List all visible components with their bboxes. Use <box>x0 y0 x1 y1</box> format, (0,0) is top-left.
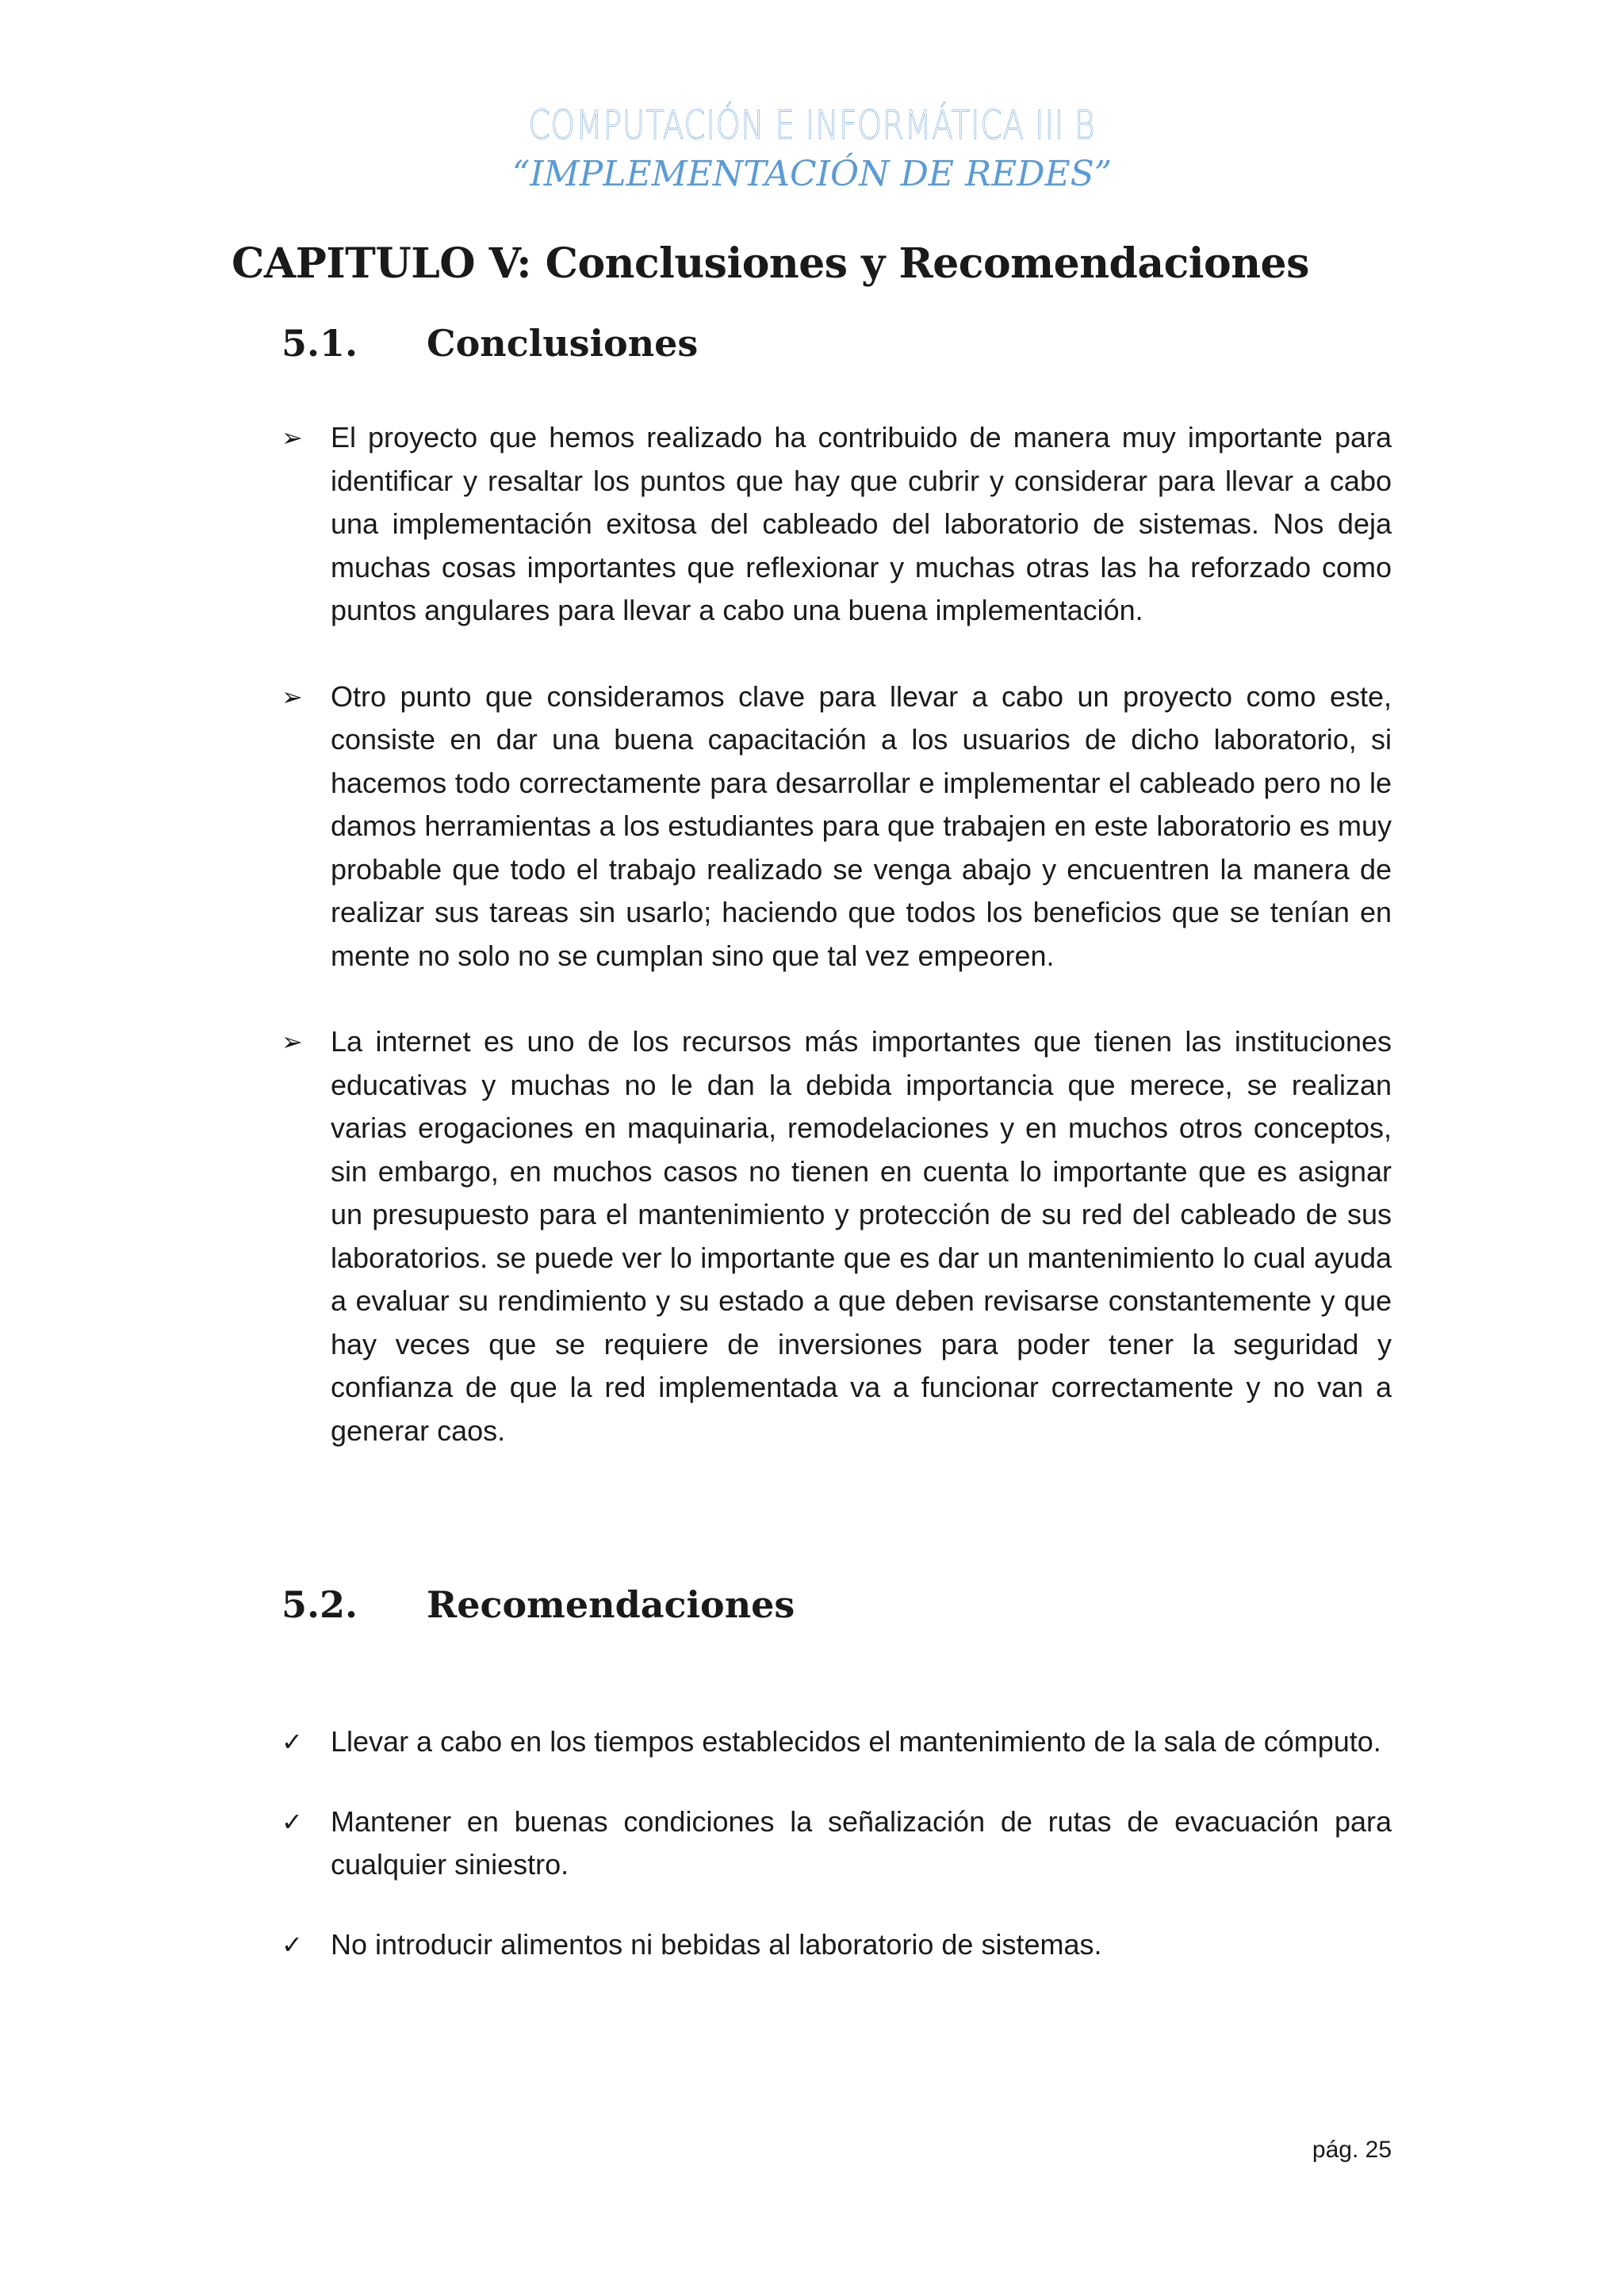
course-title: COMPUTACIÓN E INFORMÁTICA III B <box>528 102 1096 148</box>
list-item <box>282 675 1392 978</box>
list-item-text: La internet es uno de los recursos más importantes que tienen las instituciones educativas y muchas no le dan la debida importancia que merece, se realizan varias erogaciones en maquinaria, remodelaciones y en muchos otros conceptos, sin embargo, en muchos casos no tienen en cuenta lo importante que es asignar un presupuesto para el mantenimiento y protección de su red del cableado de sus laboratorios. se puede ver lo importante que es dar un mantenimiento lo cual ayuda a evaluar su rendimiento y su estado a que deben revisarse constantemente y que hay veces que se requiere de inversiones para poder tener la seguridad y confianza de que la red implementada va a funcionar correctamente y no van a generar caos. <box>331 1025 1392 1447</box>
document-subtitle: “IMPLEMENTACIÓN DE REDES” <box>511 154 1113 194</box>
conclusions-list <box>282 416 1392 1495</box>
chapter-title: CAPITULO V: Conclusiones y Recomendaciones <box>232 239 1309 288</box>
section-number: 5.2. <box>282 1583 358 1626</box>
list-item <box>282 416 1392 633</box>
list-item <box>282 1720 1392 1764</box>
list-item-text: Llevar a cabo en los tiempos establecidos el mantenimiento de la sala de cómputo. <box>331 1725 1381 1758</box>
list-item-text: No introducir alimentos ni bebidas al laboratorio de sistemas. <box>331 1927 1102 1961</box>
arrow-bullet-icon: ➢ <box>282 681 303 712</box>
checkmark-bullet-icon: ✓ <box>282 1806 303 1837</box>
list-item-text: El proyecto que hemos realizado ha contribuido de manera muy importante para identificar y resaltar los puntos que hay que cubrir y considerar para llevar a cabo una implementación exitosa del cableado del laboratorio de sistemas. Nos deja muchas cosas importantes que reflexionar y muchas otras las ha reforzado como puntos angulares para llevar a cabo una buena implementación. <box>331 421 1392 626</box>
page-header <box>0 94 1624 197</box>
list-item <box>282 1020 1392 1452</box>
arrow-bullet-icon: ➢ <box>282 423 303 453</box>
page-number: pág. 25 <box>1312 2137 1392 2163</box>
list-item-text: Otro punto que consideramos clave para llevar a cabo un proyecto como este, consiste en dar una buena capacitación a los usuarios de dicho laboratorio, si hacemos todo correctamente para desarrollar e implementar el cableado pero no le damos herramientas a los estudiantes para que trabajen en este laboratorio es muy probable que todo el trabajo realizado se venga abajo y encuentren la manera de realizar sus tareas sin usarlo; haciendo que todos los beneficios que se tenían en mente no solo no se cumplan sino que tal vez empeoren. <box>331 679 1392 972</box>
section-heading-recommendations <box>282 1581 795 1628</box>
checkmark-bullet-icon: ✓ <box>282 1727 303 1757</box>
arrow-bullet-icon: ➢ <box>282 1027 303 1057</box>
section-number: 5.1. <box>282 322 358 365</box>
list-item <box>282 1800 1392 1887</box>
section-heading-conclusions <box>282 320 698 367</box>
section-title: Recomendaciones <box>427 1583 795 1626</box>
section-title: Conclusiones <box>427 322 699 365</box>
list-item <box>282 1923 1392 1967</box>
checkmark-bullet-icon: ✓ <box>282 1929 303 1960</box>
list-item-text: Mantener en buenas condiciones la señalización de rutas de evacuación para cualquier siniestro. <box>331 1804 1392 1881</box>
recommendations-list <box>282 1720 1392 2003</box>
